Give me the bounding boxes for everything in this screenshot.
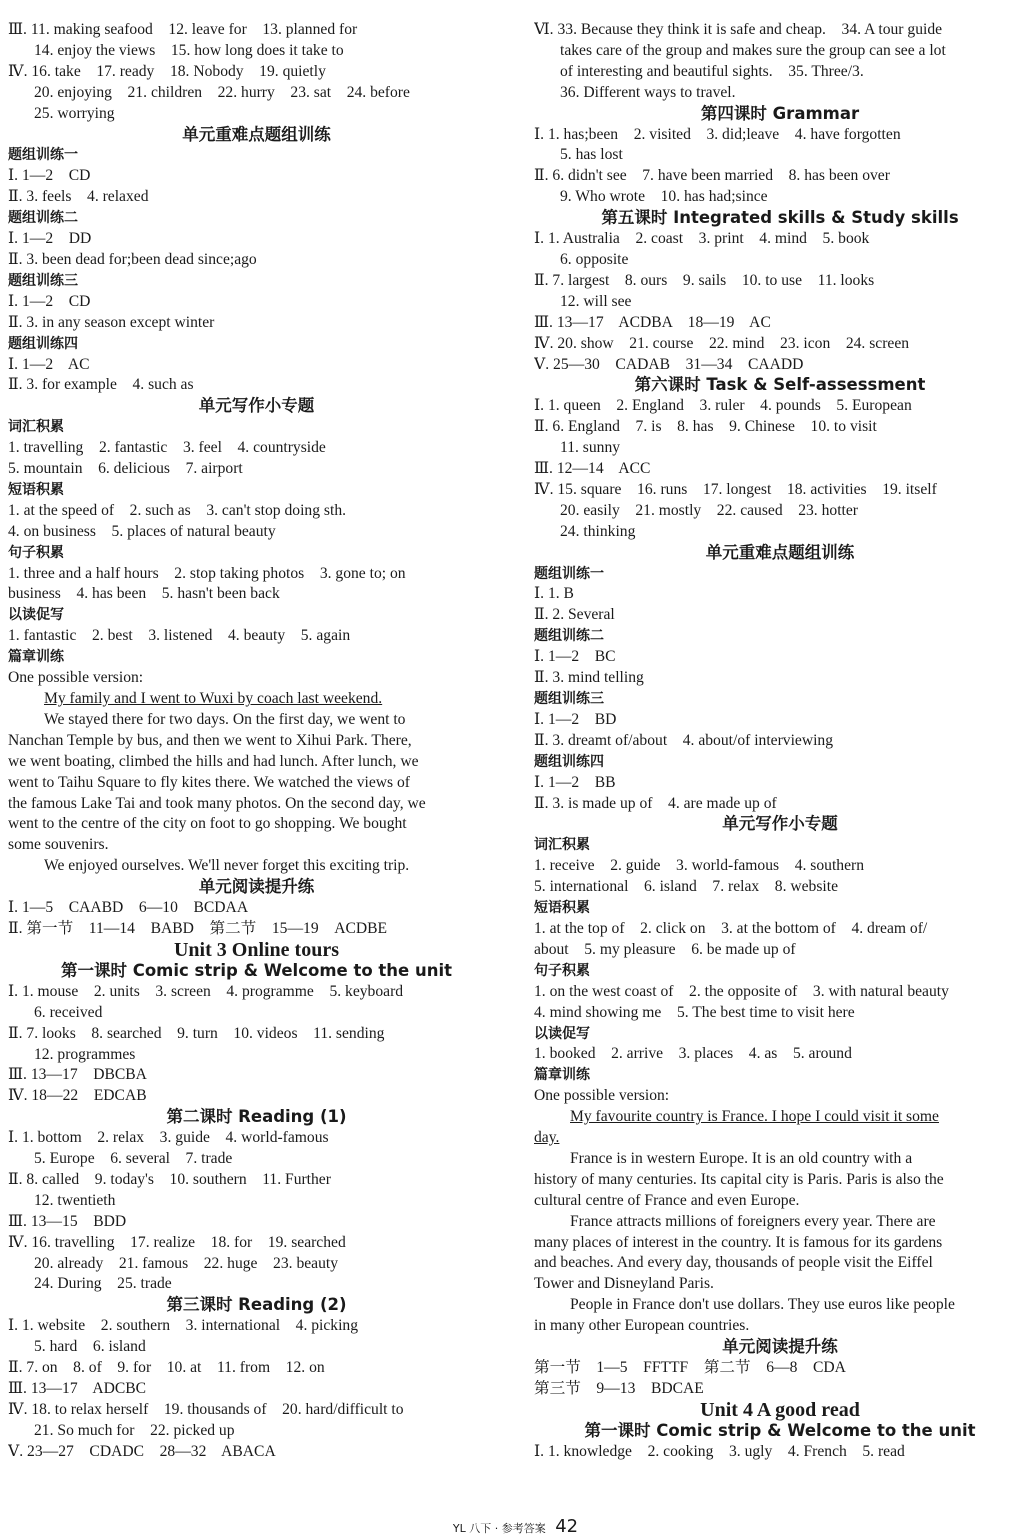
answer-line: Ⅰ. 1—2 CD: [8, 167, 91, 185]
section-heading: 第六课时 Task & Self-assessment: [634, 375, 926, 395]
answer-line: Ⅰ. 1. B: [534, 585, 574, 603]
answer-line: Ⅵ. 33. Because they think it is safe and cheap. 34. A tour guide: [534, 21, 943, 38]
answer-line: Ⅱ. 6. England 7. is 8. has 9. Chinese 10. to visit: [534, 418, 877, 436]
answer-line: 1. at the top of 2. click on 3. at the bottom of 4. dream of/: [534, 919, 928, 937]
answer-line: Ⅰ. 1—2 BD: [534, 710, 617, 728]
subsection-label: 句子积累: [534, 962, 590, 979]
answer-line: 20. already 21. famous 22. huge 23. beauty: [34, 1254, 339, 1272]
answer-line: Ⅲ. 12—14 ACC: [534, 460, 651, 478]
answer-line: history of many centuries. Its capital city is Paris. Paris is also the: [534, 1170, 944, 1188]
answer-line: Ⅴ. 25—30 CADAB 31—34 CAADD: [534, 355, 804, 373]
answer-line: 5. mountain 6. delicious 7. airport: [8, 460, 243, 478]
answer-line: Ⅳ. 16. take 17. ready 18. Nobody 19. quietly: [8, 62, 326, 80]
section-heading: 第一课时 Comic strip & Welcome to the unit: [60, 960, 453, 980]
right-column: [534, 20, 1026, 1463]
answer-line: 1. booked 2. arrive 3. places 4. as 5. around: [534, 1045, 852, 1063]
answer-line: My favourite country is France. I hope I could visit it some: [570, 1108, 939, 1126]
answer-line: many places of interest in the country. It is famous for its gardens: [534, 1233, 943, 1251]
subsection-label: 句子积累: [8, 544, 64, 561]
answer-line: Ⅴ. 23—27 CDADC 28—32 ABACA: [8, 1442, 276, 1460]
answer-line: We stayed there for two days. On the first day, we went to: [44, 710, 406, 728]
answer-line: Ⅱ. 6. didn't see 7. have been married 8. has been over: [534, 167, 890, 185]
answer-line: Ⅰ. 1. bottom 2. relax 3. guide 4. world-famous: [8, 1129, 329, 1147]
subsection-label: 词汇积累: [8, 419, 64, 436]
page-footer: [0, 1516, 1031, 1537]
subsection-label: 以读促写: [534, 1025, 590, 1042]
answer-line: about 5. my pleasure 6. be made up of: [534, 940, 796, 958]
subsection-label: 题组训练四: [8, 335, 78, 352]
answer-line: Ⅲ. 11. making seafood 12. leave for 13. planned for: [8, 21, 358, 38]
answer-line: People in France don't use dollars. They use euros like people: [570, 1296, 955, 1314]
answer-line: Ⅰ. 1. mouse 2. units 3. screen 4. programme 5. keyboard: [8, 982, 404, 1000]
answer-line: 1. receive 2. guide 3. world-famous 4. southern: [534, 857, 864, 875]
answer-line: Ⅲ. 13—17 ADCBC: [8, 1380, 147, 1397]
page-number: 42: [555, 1516, 579, 1537]
answer-line: 第三节 9—13 BDCAE: [534, 1379, 704, 1397]
subsection-label: 题组训练二: [534, 628, 604, 645]
answer-line: Ⅱ. 3. been dead for;been dead since;ago: [8, 250, 257, 268]
answer-line: 36. Different ways to travel.: [560, 83, 736, 101]
answer-line: Ⅱ. 7. looks 8. searched 9. turn 10. videos 11. sending: [8, 1024, 385, 1042]
answer-line: 21. So much for 22. picked up: [34, 1421, 235, 1439]
answer-line: France is in western Europe. It is an old country with a: [570, 1149, 913, 1167]
section-heading: 单元重难点题组训练: [705, 542, 855, 562]
answer-line: 6. received: [34, 1003, 103, 1021]
answer-line: Ⅳ. 15. square 16. runs 17. longest 18. activities 19. itself: [534, 480, 937, 498]
answer-line: 12. twentieth: [34, 1191, 116, 1209]
section-heading: 第三课时 Reading (2): [166, 1295, 347, 1315]
answer-line: My family and I went to Wuxi by coach last weekend.: [44, 690, 383, 707]
answer-line: day.: [534, 1129, 560, 1147]
section-heading: Unit 4 A good read: [700, 1398, 860, 1421]
answer-line: 14. enjoy the views 15. how long does it take to: [34, 41, 344, 59]
answer-line: 20. easily 21. mostly 22. caused 23. hotter: [560, 501, 858, 519]
answer-line: Ⅱ. 7. largest 8. ours 9. sails 10. to use 11. looks: [534, 271, 875, 289]
answer-line: takes care of the group and makes sure the group can see a lot: [560, 41, 946, 59]
subsection-label: 短语积累: [8, 481, 64, 498]
answer-line: 6. opposite: [560, 250, 629, 268]
answer-line: 24. During 25. trade: [34, 1275, 172, 1293]
section-heading: 第五课时 Integrated skills & Study skills: [601, 208, 959, 228]
subsection-label: 词汇积累: [534, 837, 590, 854]
answer-line: One possible version:: [8, 669, 144, 687]
answer-line: of interesting and beautiful sights. 35. Three/3.: [560, 62, 864, 80]
answer-line: Ⅰ. 1. Australia 2. coast 3. print 4. mind 5. book: [534, 230, 870, 248]
answer-line: 5. hard 6. island: [34, 1338, 146, 1356]
answer-line: 5. has lost: [560, 146, 623, 164]
answer-line: 第一节 1—5 FFTTF 第二节 6—8 CDA: [534, 1359, 846, 1376]
answer-line: 9. Who wrote 10. has had;since: [560, 188, 768, 206]
subsection-label: 题组训练三: [534, 691, 604, 707]
answer-line: Ⅳ. 16. travelling 17. realize 18. for 19. searched: [8, 1233, 346, 1251]
subsection-label: 短语积累: [534, 900, 590, 917]
answer-line: Ⅱ. 3. mind telling: [534, 669, 644, 687]
answer-line: cultural centre of France and even Europe.: [534, 1191, 800, 1209]
answer-line: Ⅳ. 18. to relax herself 19. thousands of 20. hard/difficult to: [8, 1400, 404, 1418]
subsection-label: 篇章训练: [8, 649, 64, 666]
answer-line: 12. will see: [560, 292, 632, 310]
section-heading: 第四课时 Grammar: [700, 103, 860, 123]
answer-line: Ⅰ. 1. knowledge 2. cooking 3. ugly 4. French 5. read: [534, 1442, 905, 1460]
answer-line: 1. three and a half hours 2. stop taking photos 3. gone to; on: [8, 564, 406, 582]
answer-line: Ⅳ. 18—22 EDCAB: [8, 1087, 147, 1105]
answer-line: Ⅰ. 1. website 2. southern 3. international 4. picking: [8, 1317, 359, 1335]
section-heading: 单元阅读提升练: [198, 877, 315, 897]
answer-line: 12. programmes: [34, 1045, 136, 1063]
answer-line: in many other European countries.: [534, 1317, 750, 1335]
subsection-label: 题组训练一: [534, 565, 604, 582]
answer-line: Tower and Disneyland Paris.: [534, 1275, 714, 1293]
answer-line: went to Taihu Square to fly kites there. We watched the views of: [8, 773, 410, 791]
subsection-label: 题组训练一: [8, 147, 78, 164]
answer-line: Ⅱ. 第一节 11—14 BABD 第二节 15—19 ACDBE: [8, 919, 388, 937]
answer-line: the famous Lake Tai and took many photos. On the second day, we: [8, 794, 426, 812]
answer-line: Ⅰ. 1. queen 2. England 3. ruler 4. pounds 5. European: [534, 397, 912, 415]
answer-line: 1. fantastic 2. best 3. listened 4. beauty 5. again: [8, 627, 351, 645]
subsection-label: 题组训练三: [8, 272, 78, 289]
answer-line: went to the centre of the city on foot to go shopping. We bought: [8, 815, 407, 833]
answer-line: 5. Europe 6. several 7. trade: [34, 1150, 233, 1168]
answer-line: Ⅱ. 7. on 8. of 9. for 10. at 11. from 12. on: [8, 1359, 325, 1377]
section-heading: 单元阅读提升练: [722, 1337, 838, 1357]
section-heading: 第二课时 Reading (1): [166, 1107, 347, 1127]
footer-label: YL 八下 · 参考答案: [452, 1522, 546, 1535]
subsection-label: 以读促写: [8, 607, 64, 624]
section-heading: 单元写作小专题: [722, 814, 838, 834]
section-heading: 第一课时 Comic strip & Welcome to the unit: [584, 1420, 976, 1440]
answer-line: Ⅱ. 3. for example 4. such as: [8, 376, 194, 394]
subsection-label: 题组训练二: [8, 210, 78, 227]
answer-line: business 4. has been 5. hasn't been back: [8, 585, 280, 603]
answer-line: Ⅱ. 3. dreamt of/about 4. about/of interviewing: [534, 731, 834, 749]
answer-line: some souvenirs.: [8, 836, 109, 854]
answer-line: Ⅰ. 1. has;been 2. visited 3. did;leave 4. have forgotten: [534, 125, 901, 143]
section-heading: 单元写作小专题: [198, 396, 315, 416]
answer-line: Ⅱ. 3. feels 4. relaxed: [8, 188, 149, 206]
answer-line: Ⅰ. 1—2 AC: [8, 355, 90, 373]
answer-line: Ⅱ. 3. in any season except winter: [8, 313, 215, 331]
answer-line: 4. on business 5. places of natural beauty: [8, 522, 276, 540]
answer-line: France attracts millions of foreigners every year. There are: [570, 1212, 936, 1230]
answer-line: Ⅰ. 1—2 BC: [534, 648, 616, 666]
answer-line: 1. at the speed of 2. such as 3. can't stop doing sth.: [8, 501, 347, 519]
answer-line: Ⅲ. 13—17 ACDBA 18—19 AC: [534, 313, 771, 331]
answer-line: Ⅰ. 1—2 DD: [8, 230, 92, 248]
answer-line: We enjoyed ourselves. We'll never forget this exciting trip.: [44, 857, 410, 875]
answer-line: and beaches. And every day, thousands of people visit the Eiffel: [534, 1254, 933, 1272]
answer-line: Ⅰ. 1—2 CD: [8, 292, 91, 310]
answer-line: 11. sunny: [560, 439, 621, 457]
answer-line: 4. mind showing me 5. The best time to visit here: [534, 1003, 855, 1021]
answer-line: Ⅲ. 13—17 DBCBA: [8, 1066, 147, 1084]
subsection-label: 篇章训练: [534, 1067, 590, 1084]
answer-line: 25. worrying: [34, 104, 115, 122]
answer-line: Ⅱ. 2. Several: [534, 606, 615, 624]
subsection-label: 题组训练四: [534, 753, 604, 770]
answer-line: 1. travelling 2. fantastic 3. feel 4. countryside: [8, 439, 326, 457]
answer-line: One possible version:: [534, 1087, 670, 1105]
section-heading: 单元重难点题组训练: [182, 124, 331, 144]
section-heading: Unit 3 Online tours: [173, 938, 340, 961]
answer-line: 24. thinking: [560, 522, 636, 540]
left-column: [8, 20, 505, 1463]
answer-line: Ⅳ. 20. show 21. course 22. mind 23. icon 24. screen: [534, 334, 910, 352]
answer-line: Ⅱ. 8. called 9. today's 10. southern 11. Further: [8, 1170, 331, 1188]
answer-line: 20. enjoying 21. children 22. hurry 23. sat 24. before: [34, 83, 410, 101]
answer-line: Nanchan Temple by bus, and then we went to Xihui Park. There,: [8, 731, 412, 749]
answer-line: Ⅰ. 1—2 BB: [534, 773, 616, 791]
answer-line: Ⅰ. 1—5 CAABD 6—10 BCDAA: [8, 899, 249, 917]
answer-line: we went boating, climbed the hills and had lunch. After lunch, we: [8, 752, 419, 770]
answer-line: Ⅲ. 13—15 BDD: [8, 1212, 127, 1230]
answer-line: 5. international 6. island 7. relax 8. website: [534, 878, 839, 896]
answer-line: Ⅱ. 3. is made up of 4. are made up of: [534, 794, 777, 812]
answer-line: 1. on the west coast of 2. the opposite of 3. with natural beauty: [534, 982, 949, 1000]
